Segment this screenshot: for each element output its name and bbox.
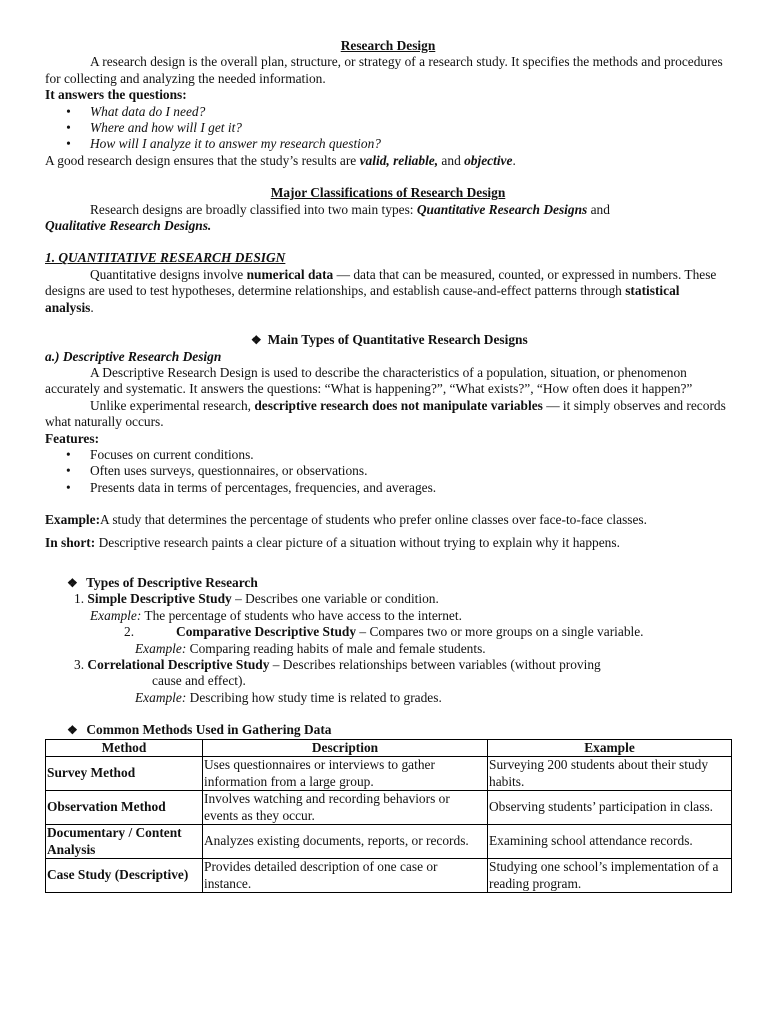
example-text: A study that determines the percentage of students who prefer online classes over face-to-face classes. bbox=[100, 512, 647, 528]
text-span: A good research design ensures that the study’s results are bbox=[45, 152, 360, 168]
text-span: and bbox=[587, 201, 610, 217]
diamond-bullet-icon: ❖ bbox=[67, 575, 78, 590]
quantitative-paragraph bbox=[45, 267, 731, 316]
text-span: Unlike experimental research, bbox=[90, 397, 255, 413]
type-desc: – Compares two or more groups on a single variable. bbox=[356, 624, 644, 640]
numerical-data-text: numerical data bbox=[246, 266, 334, 282]
research-design-intro: A research design is the overall plan, structure, or strategy of a research study. It specifies the methods and procedures for collecting and analyzing the needed information. bbox=[45, 54, 723, 86]
description-cell: Involves watching and recording behaviors or events as they occur. bbox=[203, 791, 488, 825]
questions-label: It answers the questions: bbox=[45, 87, 187, 103]
example-cell: Studying one school’s implementation of a reading program. bbox=[488, 859, 732, 893]
example-text: Comparing reading habits of male and female students. bbox=[186, 640, 486, 656]
type-item-1-example bbox=[45, 608, 731, 624]
type-name: Correlational Descriptive Study bbox=[87, 657, 270, 672]
statistical-analysis-text: statistical analysis bbox=[45, 283, 680, 315]
description-cell: Provides detailed description of one case or instance. bbox=[203, 859, 488, 893]
in-short-text: Descriptive research paints a clear picture of a situation without trying to explain why it happens. bbox=[95, 534, 620, 550]
heading-text: Main Types of Quantitative Research Designs bbox=[267, 332, 528, 348]
in-short-line bbox=[45, 535, 731, 551]
item-number: 2. bbox=[124, 624, 135, 640]
example-cell: Surveying 200 students about their study habits. bbox=[488, 757, 732, 791]
type-desc: – Describes relationships between variables (without proving bbox=[269, 657, 601, 672]
text-span: — it simply observes and records what naturally occurs. bbox=[45, 397, 726, 430]
type-name: Comparative Descriptive Study bbox=[176, 624, 357, 640]
types-descriptive-heading bbox=[45, 575, 731, 591]
heading-text: Types of Descriptive Research bbox=[86, 574, 258, 590]
no-manipulate-text: descriptive research does not manipulate variables bbox=[254, 397, 543, 413]
descriptive-paragraph-1: A Descriptive Research Design is used to describe the characteristics of a population, situation, or phenomenon accurately and systematic. It answers the questions: “What is happening?”, “What exists?”, “How often does it happen?” bbox=[45, 364, 693, 397]
table-row bbox=[46, 825, 732, 859]
diamond-bullet-icon: ❖ bbox=[250, 333, 262, 348]
in-short-label: In short: bbox=[45, 534, 96, 550]
text-span: Quantitative designs involve bbox=[90, 266, 247, 282]
good-design-sentence bbox=[45, 153, 731, 169]
method-cell: Case Study (Descriptive) bbox=[46, 859, 203, 893]
text-span: and bbox=[438, 152, 465, 168]
features-label: Features: bbox=[45, 430, 100, 446]
list-item: • Where and how will I get it? bbox=[90, 120, 731, 136]
column-header-description: Description bbox=[203, 739, 488, 756]
text-span: — data that can be measured, counted, or expressed in numbers. These designs are used to test hypotheses, determine relationships, and establish cause-and-effect patterns through bbox=[45, 266, 717, 299]
methods-heading bbox=[45, 722, 731, 738]
classifications-text bbox=[45, 202, 731, 218]
methods-table bbox=[45, 739, 732, 893]
descriptive-paragraph-2 bbox=[45, 398, 731, 431]
table-row bbox=[46, 791, 732, 825]
list-item: • Focuses on current conditions. bbox=[90, 447, 731, 463]
research-design-title: Research Design bbox=[340, 38, 436, 53]
example-label: Example: bbox=[135, 689, 187, 705]
objective-text: objective bbox=[464, 152, 513, 168]
example-text: Describing how study time is related to grades. bbox=[186, 689, 442, 705]
description-cell: Analyzes existing documents, reports, or records. bbox=[203, 825, 488, 859]
method-cell: Survey Method bbox=[46, 757, 203, 791]
example-line bbox=[45, 512, 731, 528]
document-page bbox=[45, 38, 731, 893]
method-cell: Observation Method bbox=[46, 791, 203, 825]
type-item-3-desc-cont: cause and effect). bbox=[152, 673, 246, 689]
example-label: Example: bbox=[135, 640, 187, 656]
example-text: The percentage of students who have access to the internet. bbox=[141, 607, 462, 623]
text-span: Research designs are broadly classified into two main types: bbox=[90, 201, 417, 217]
main-types-heading bbox=[45, 332, 731, 348]
item-number: 1. bbox=[74, 591, 85, 607]
type-item-2-example bbox=[45, 641, 731, 657]
list-item: • Often uses surveys, questionnaires, or observations. bbox=[90, 463, 731, 479]
list-item: • How will I analyze it to answer my research question? bbox=[90, 136, 731, 152]
classifications-title: Major Classifications of Research Design bbox=[270, 185, 506, 201]
text-span: . bbox=[90, 299, 94, 315]
heading-text: Common Methods Used in Gathering Data bbox=[86, 722, 332, 738]
qualitative-type-text: Qualitative Research Designs. bbox=[45, 218, 212, 234]
type-name: Simple Descriptive Study bbox=[87, 591, 232, 607]
description-cell: Uses questionnaires or interviews to gather information from a large group. bbox=[203, 757, 488, 791]
type-item-3 bbox=[45, 657, 731, 673]
type-item-3-example bbox=[45, 690, 731, 706]
column-header-example: Example bbox=[488, 739, 732, 756]
example-cell: Observing students’ participation in class. bbox=[488, 791, 732, 825]
column-header-method: Method bbox=[46, 739, 203, 756]
table-header-row bbox=[46, 739, 732, 756]
list-item: • What data do I need? bbox=[90, 104, 731, 120]
table-row bbox=[46, 757, 732, 791]
diamond-bullet-icon: ❖ bbox=[67, 723, 78, 738]
list-item: • Presents data in terms of percentages, frequencies, and averages. bbox=[90, 480, 731, 496]
example-label: Example: bbox=[90, 607, 142, 623]
quantitative-heading: 1. QUANTITATIVE RESEARCH DESIGN bbox=[45, 250, 286, 266]
method-cell: Documentary / Content Analysis bbox=[46, 825, 203, 859]
type-desc: – Describes one variable or condition. bbox=[231, 591, 439, 607]
type-item-2 bbox=[45, 624, 731, 640]
descriptive-subheading: a.) Descriptive Research Design bbox=[45, 348, 222, 364]
features-list bbox=[45, 447, 731, 496]
valid-reliable-text: valid, reliable, bbox=[359, 152, 439, 168]
example-label: Example: bbox=[45, 512, 101, 528]
text-span: . bbox=[512, 152, 516, 168]
example-cell: Examining school attendance records. bbox=[488, 825, 732, 859]
questions-list bbox=[45, 104, 731, 153]
type-item-1 bbox=[45, 591, 731, 607]
item-number: 3. bbox=[74, 657, 85, 672]
table-row bbox=[46, 859, 732, 893]
quantitative-type-text: Quantitative Research Designs bbox=[416, 201, 588, 217]
